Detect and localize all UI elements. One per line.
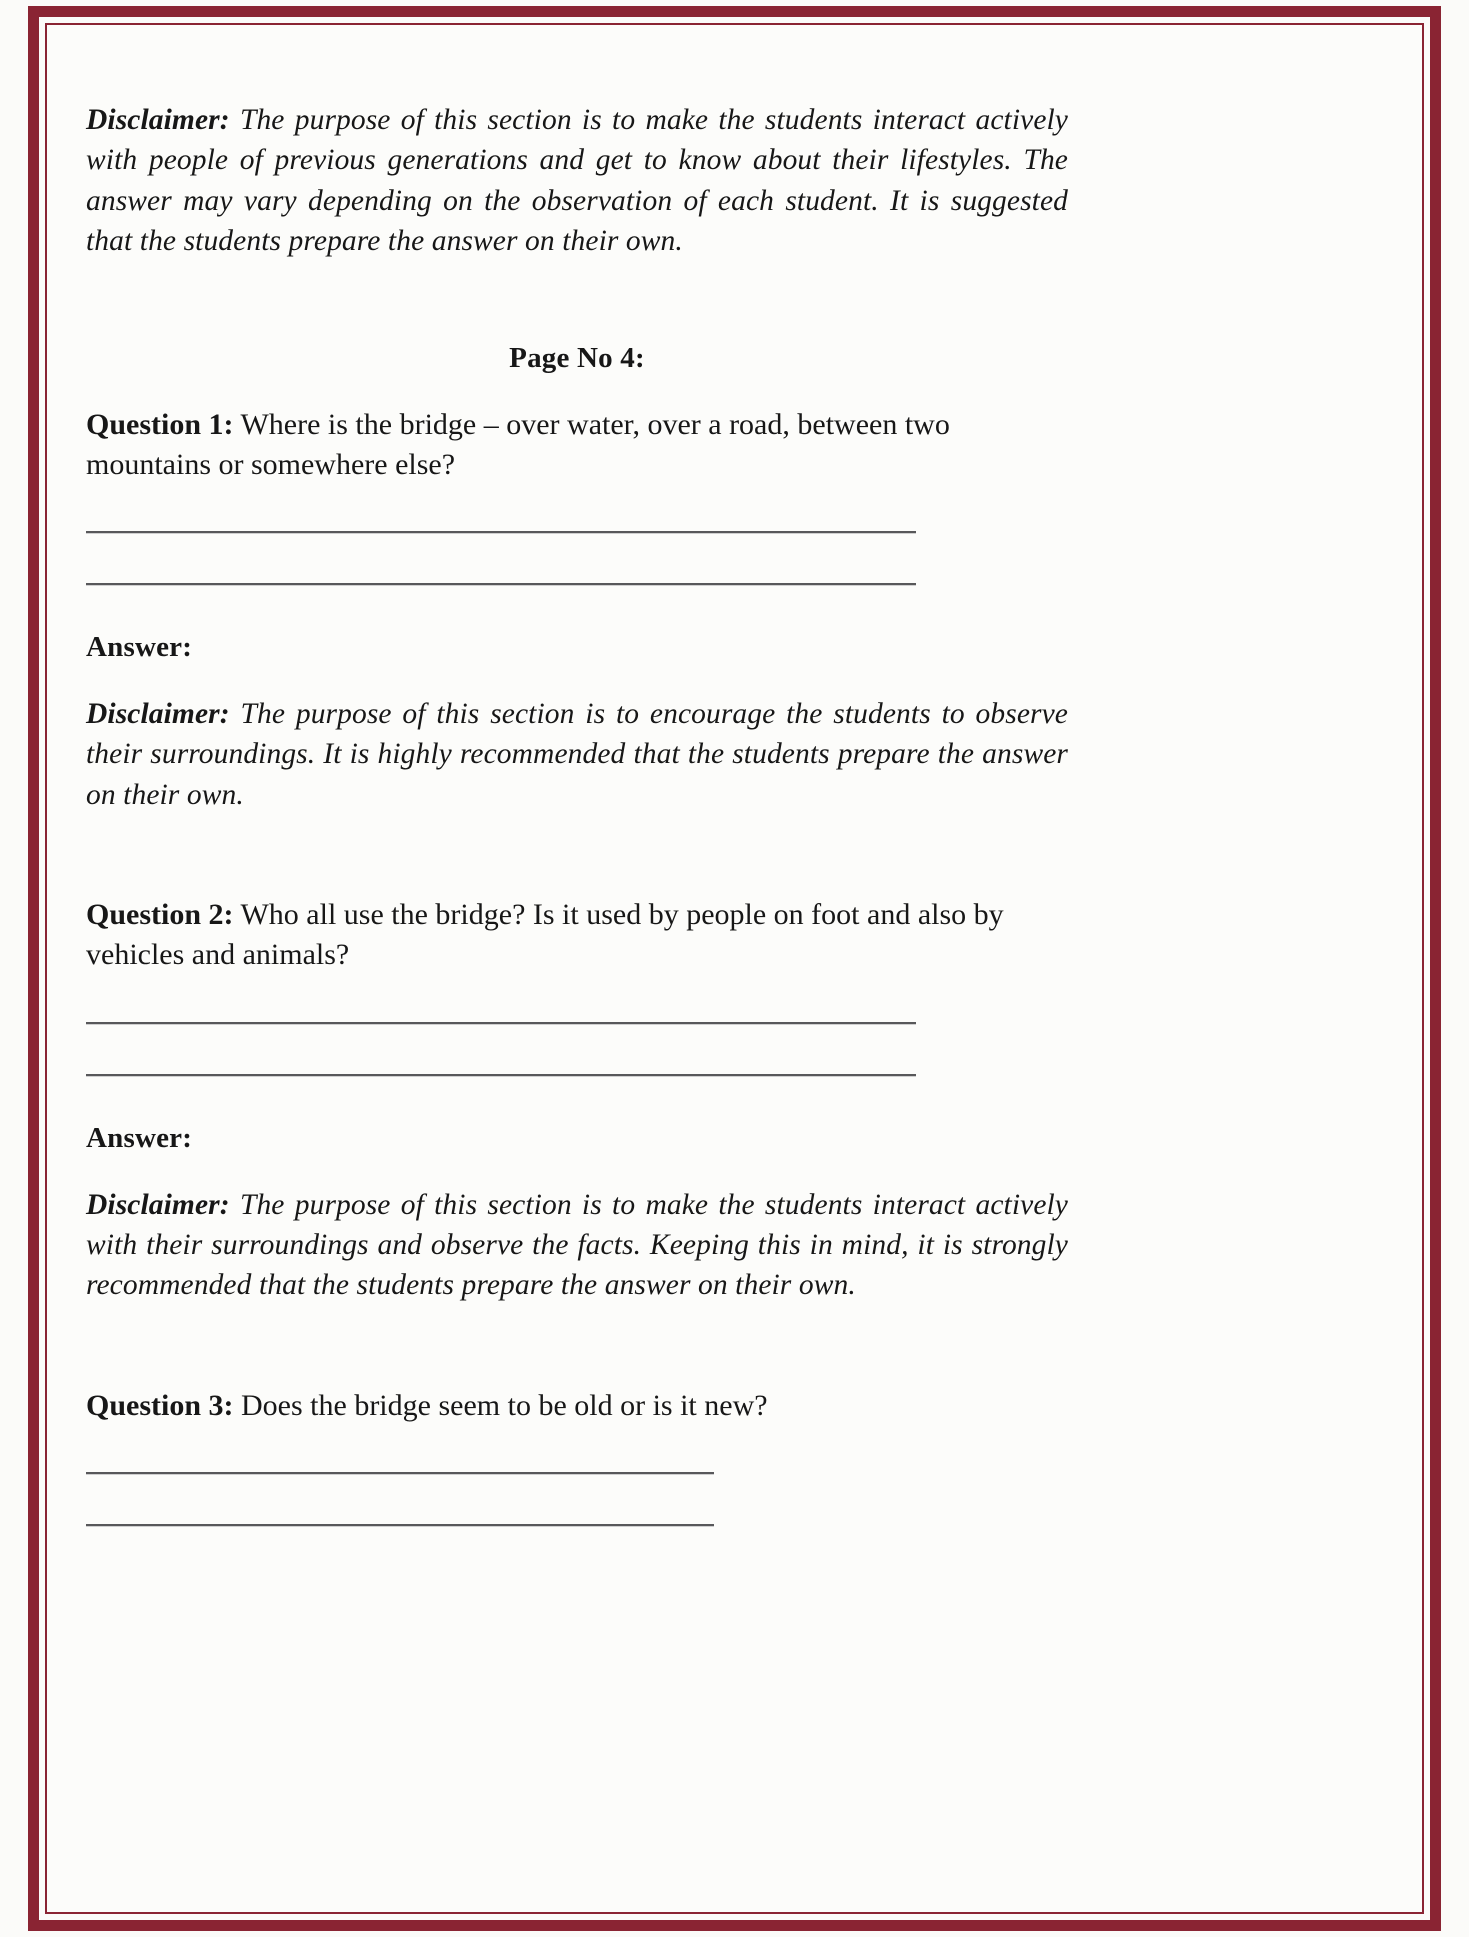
disclaimer-body: The purpose of this section is to make the students interact actively with people of previous generations and get to know about their lifestyles. The answer may vary depending on the observation of each student. It is suggested that the students prepare the answer on their own.	[86, 104, 1068, 258]
question-3-text: Does the bridge seem to be old or is it new?	[241, 1388, 768, 1422]
top-disclaimer-paragraph	[86, 100, 1068, 262]
spacer	[86, 585, 1068, 631]
page-title: Page No 4:	[509, 341, 645, 374]
disclaimer-body: The purpose of this section is to encourage the students to observe their surroundings. It is highly recommended that the students prepare the answer on their own.	[86, 698, 1068, 811]
disclaimer-lead-label: Disclaimer:	[86, 1188, 230, 1221]
spacer	[86, 1426, 1068, 1472]
question-2	[86, 895, 1068, 975]
spacer	[86, 1306, 1068, 1386]
disclaimer-lead-label: Disclaimer:	[86, 104, 230, 136]
spacer	[86, 375, 1068, 405]
spacer	[86, 1155, 1068, 1185]
spacer	[86, 976, 1068, 1022]
answer-line[interactable]	[86, 583, 916, 585]
question-2-label: Question 2:	[86, 898, 234, 932]
answer-label-question-2: Answer:	[86, 1121, 193, 1154]
answer-line[interactable]	[86, 1022, 916, 1024]
answer-line[interactable]	[86, 531, 916, 533]
spacer	[86, 1076, 1068, 1122]
spacer	[86, 664, 1068, 694]
question-1-label: Question 1:	[86, 407, 234, 441]
spacer	[86, 485, 1068, 531]
disclaimer-lead-label: Disclaimer:	[86, 698, 230, 730]
answer-line[interactable]	[86, 1472, 714, 1474]
answer-lines-question-3[interactable]	[86, 1472, 1068, 1526]
spacer	[86, 262, 1068, 342]
question-2-disclaimer	[86, 1185, 1068, 1306]
question-1-text: Where is the bridge – over water, over a road, between two mountains or somewhere else?	[86, 407, 950, 481]
answer-line[interactable]	[86, 1074, 916, 1076]
page-content	[86, 100, 1068, 1526]
answer-lines-question-2[interactable]	[86, 1022, 1068, 1076]
question-3-label: Question 3:	[86, 1388, 234, 1422]
question-3	[86, 1386, 1068, 1426]
disclaimer-body: The purpose of this section is to make the students interact actively with their surroundings and observe the facts. Keeping this in mind, it is strongly recommended that the students prepare the answer on their own.	[86, 1188, 1068, 1302]
answer-line[interactable]	[86, 1524, 714, 1526]
answer-lines-question-1[interactable]	[86, 531, 1068, 585]
question-2-text: Who all use the bridge? Is it used by people on foot and also by vehicles and animals?	[86, 898, 1004, 972]
question-1	[86, 405, 1068, 485]
answer-label-question-1: Answer:	[86, 631, 193, 663]
question-1-disclaimer	[86, 694, 1068, 815]
spacer	[86, 815, 1068, 895]
